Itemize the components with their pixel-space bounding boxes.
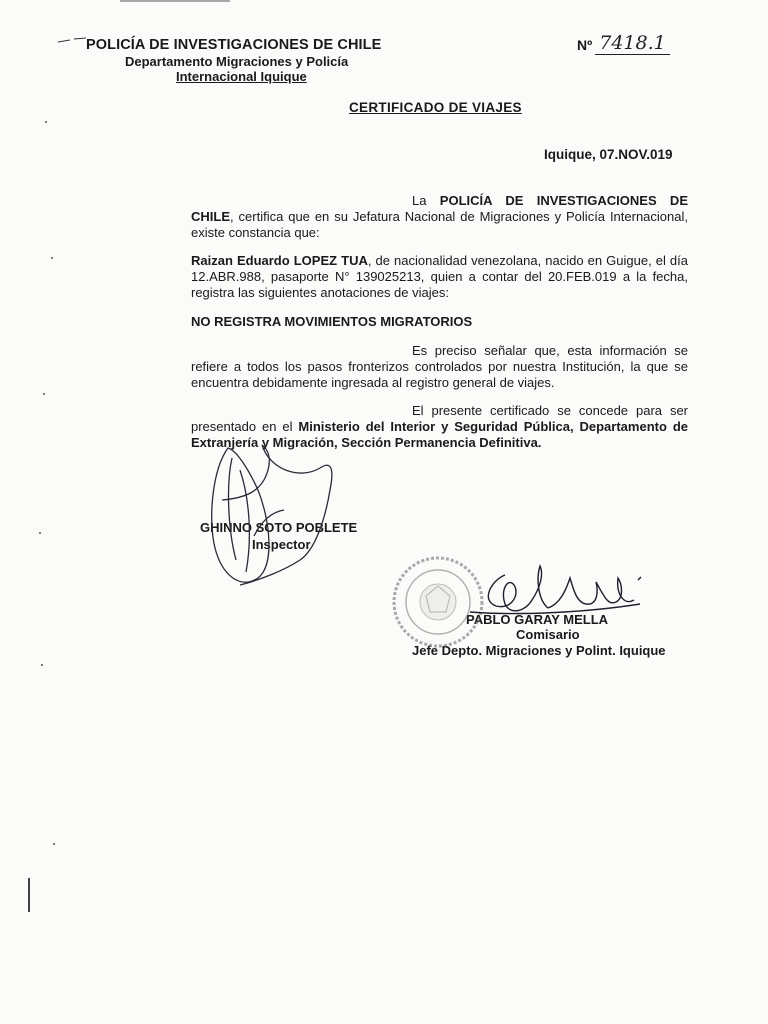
document-number-label: Nº	[577, 37, 593, 53]
signatory2-name: PABLO GARAY MELLA	[466, 612, 609, 627]
signatory1-role: Inspector	[252, 537, 311, 552]
signature-1	[212, 445, 332, 585]
paragraph-lead: La	[412, 193, 440, 208]
margin-specks	[39, 121, 55, 845]
person-details: , de nacionalidad venezolana, nacido en Guigue, el día 12.ABR.988, pasaporte N° 139025213, quien a contar del 20.FEB.019 a la fecha, registra las siguientes anotaciones de viajes:	[191, 253, 688, 300]
purpose-lead: El presente certificado se concede para ser presentado en el	[191, 403, 688, 434]
signatory1-name: GHINNO SOTO POBLETE	[200, 520, 358, 535]
document-title: CERTIFICADO DE VIAJES	[349, 100, 522, 115]
scope-text: Es preciso señalar que, esta información se refiere a todos los pasos fronterizos controlados por nuestra Institución, la que se encuentra debidamente ingresada al registro general de viajes.	[191, 343, 688, 390]
department-name: Departamento Migraciones y Policía	[125, 54, 349, 69]
signatory2-role: Comisario	[516, 627, 580, 642]
purpose-destination: Ministerio del Interior y Seguridad Pública, Departamento de Extranjería y Migración, Sección Permanencia Definitiva.	[191, 419, 688, 450]
paragraph-rest: , certifica que en su Jefatura Nacional de Migraciones y Policía Internacional, existe constancia que:	[191, 209, 688, 240]
institution-inline: POLICÍA DE INVESTIGACIONES DE CHILE	[191, 193, 688, 224]
scan-mark	[58, 38, 86, 42]
result-statement: NO REGISTRA MOVIMIENTOS MIGRATORIOS	[191, 314, 473, 329]
signature-2	[470, 566, 641, 614]
official-seal	[394, 558, 482, 646]
institution-name: POLICÍA DE INVESTIGACIONES DE CHILE	[86, 37, 382, 53]
scan-edge-mark	[28, 878, 30, 912]
date-line: Iquique, 07.NOV.019	[544, 147, 673, 162]
document-number-handwritten: 7418.1	[595, 32, 670, 55]
signatory2-position: Jefe Depto. Migraciones y Polint. Iquique	[412, 643, 666, 658]
person-name: Raizan Eduardo LOPEZ TUA	[191, 253, 368, 268]
unit-name: Internacional Iquique	[176, 69, 307, 84]
